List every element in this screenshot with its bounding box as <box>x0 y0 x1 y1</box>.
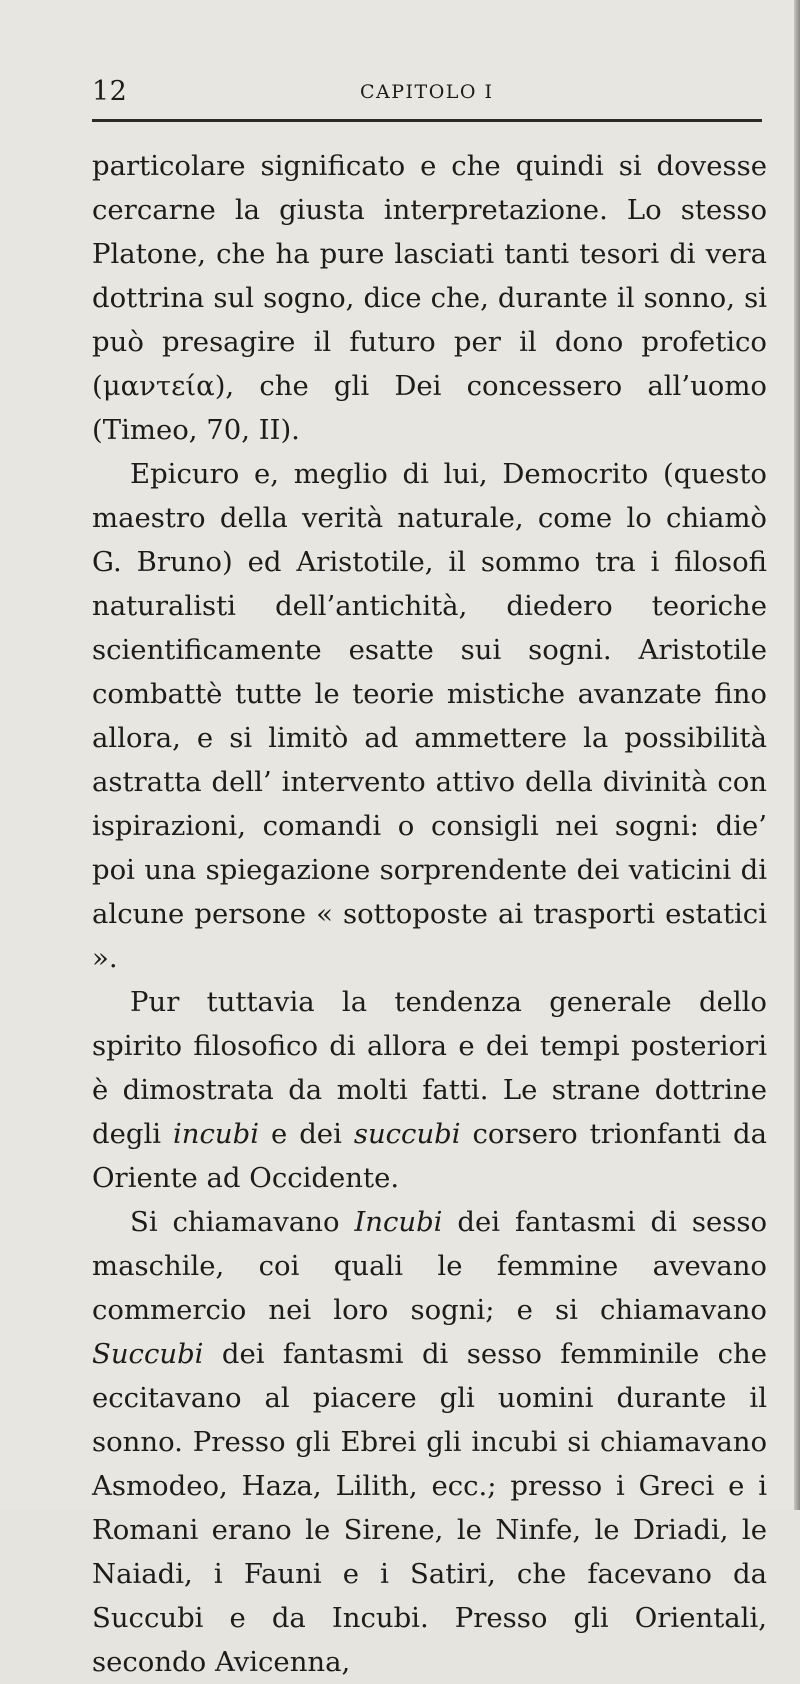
paragraph-2-text: Epicuro e, meglio di lui, Democrito (questo maestro della verità naturale, come lo chiamò G. Bruno) ed Aristotile, il sommo tra i filosofi naturalisti dell’antichità, diedero teoriche scientificamente esatte sui sogni. Aristotile combattè tutte le teorie mistiche avanzate fino allora, e si limitò ad ammettere la possibilità astratta dell’ intervento attivo della divinità con ispirazioni, comandi o consigli nei sogni: die’ poi una spiegazione sorprendente dei vaticini di alcune persone « sottoposte ai trasporti estatici ». <box>92 458 767 974</box>
running-head: CAPITOLO I <box>360 81 494 103</box>
paragraph-4-text-c: dei fantasmi di sesso femminile che eccitavano al piacere gli uomini durante il sonno. Presso gli Ebrei gli incubi si chiamavano Asmodeo, Haza, Lilith, ecc.; presso i Greci e i Romani erano le Sirene, le Ninfe, le Driadi, le Naiadi, i Fauni e i Satiri, che facevano da Succubi e da Incubi. Presso gli Orientali, secondo Avicenna, <box>92 1338 767 1678</box>
paragraph-1 <box>92 144 767 452</box>
paragraph-4-text-a: Si chiamavano <box>130 1206 355 1238</box>
page-edge-shadow <box>794 0 800 1510</box>
italic-term-Incubi: Incubi <box>354 1206 443 1238</box>
italic-term-Succubi: Succubi <box>92 1338 204 1370</box>
paragraph-3-text-b: e dei <box>259 1118 354 1150</box>
paragraph-3-text-a: Pur tuttavia la tendenza generale dello spirito filosofico di allora e dei tempi posteriori è dimostrata da molti fatti. Le strane dottrine degli <box>92 986 767 1150</box>
page-header <box>92 64 762 124</box>
page-number: 12 <box>92 76 128 107</box>
body-text <box>92 144 767 1684</box>
paragraph-3 <box>92 980 767 1200</box>
header-rule <box>92 119 762 122</box>
italic-term-succubi: succubi <box>353 1118 461 1150</box>
paragraph-2 <box>92 452 767 980</box>
italic-term-incubi: incubi <box>173 1118 260 1150</box>
paragraph-3-text-c: corsero trionfanti da Oriente ad Occidente. <box>92 1118 767 1194</box>
paragraph-4 <box>92 1200 767 1684</box>
paragraph-4-text-b: dei fantasmi di sesso maschile, coi quali le femmine avevano commercio nei loro sogni; e si chiamavano <box>92 1206 767 1326</box>
paragraph-1-text: particolare significato e che quindi si dovesse cercarne la giusta interpretazione. Lo stesso Platone, che ha pure lasciati tanti tesori di vera dottrina sul sogno, dice che, durante il sonno, si può presagire il futuro per il dono profetico (μαντεία), che gli Dei concessero all’uomo (Timeo, 70, II). <box>92 150 767 446</box>
